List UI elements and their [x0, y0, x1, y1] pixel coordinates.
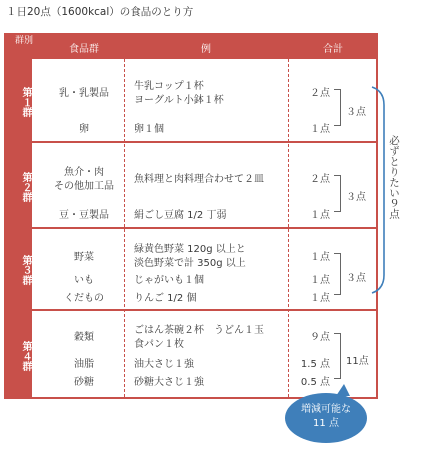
points: １点: [310, 293, 330, 304]
example-milk-1: 牛乳コップ１杯: [134, 81, 204, 92]
header-group: 群別: [14, 36, 33, 46]
food-beans: 豆・豆製品: [59, 210, 109, 221]
points: ９点: [310, 332, 330, 343]
points: １点: [310, 252, 330, 263]
example-milk-2: ヨーグルト小鉢１杯: [134, 95, 224, 106]
example-fish-meat: 魚料理と肉料理合わせて２皿: [134, 174, 264, 185]
row-divider: [4, 309, 378, 311]
header-total: 合計: [323, 44, 343, 55]
bracket: [340, 175, 341, 212]
adjustable-bubble: [285, 393, 367, 443]
example-vegetables-1: 緑黄色野菜 120g 以上と: [134, 244, 246, 255]
bubble-line-1: 増減可能な: [301, 404, 351, 415]
points: ２点: [310, 88, 330, 99]
points: ２点: [310, 174, 330, 185]
bracket: [334, 294, 340, 295]
header-food-group: 食品群: [69, 44, 99, 55]
food-fish-meat-2: その他加工品: [54, 181, 114, 192]
bracket: [334, 378, 340, 379]
food-grains: 穀類: [74, 332, 94, 343]
example-oil: 油大さじ１強: [134, 359, 194, 370]
points: １点: [310, 210, 330, 221]
food-sugar: 砂糖: [74, 377, 94, 388]
subtotal: ３点: [346, 107, 366, 118]
food-oil: 油脂: [74, 359, 94, 370]
bracket: [334, 211, 340, 212]
group-label-1: 第１群: [4, 82, 32, 122]
example-sugar: 砂糖大さじ１強: [134, 377, 204, 388]
subtotal: ３点: [346, 273, 366, 284]
points: 1.5 点: [300, 359, 330, 370]
example-beans: 絹ごし豆腐 1/2 丁弱: [134, 210, 227, 221]
food-potato: いも: [74, 275, 94, 286]
column-divider: [124, 59, 125, 397]
points: １点: [310, 124, 330, 135]
row-divider: [4, 227, 378, 229]
row-divider: [4, 141, 378, 143]
column-divider: [288, 59, 289, 397]
example-grains-2: 食パン１枚: [134, 339, 184, 350]
points: 0.5 点: [300, 377, 330, 388]
example-potato: じゃがいも１個: [134, 275, 204, 286]
header-example: 例: [201, 44, 211, 55]
side-note: 必ずとりたい９点: [388, 135, 400, 219]
bracket: [340, 89, 341, 126]
group-label-3: 第３群: [4, 250, 32, 290]
food-egg: 卵: [79, 124, 89, 135]
points: １点: [310, 275, 330, 286]
subtotal: ３点: [346, 192, 366, 203]
example-fruit: りんご 1/2 個: [134, 293, 197, 304]
food-fruit: くだもの: [64, 293, 104, 304]
group-label-4: 第４群: [4, 336, 32, 376]
page-title: １日20点（1600kcal）の食品のとり方: [6, 6, 194, 18]
food-vegetables: 野菜: [74, 252, 94, 263]
food-fish-meat-1: 魚介・肉: [64, 167, 104, 178]
food-milk: 乳・乳製品: [59, 88, 109, 99]
group-label-2: 第２群: [4, 167, 32, 207]
bracket: [340, 253, 341, 295]
example-vegetables-2: 淡色野菜で計 350g 以上: [134, 258, 246, 269]
bracket: [340, 333, 341, 379]
example-egg: 卵１個: [134, 124, 164, 135]
subtotal: 11点: [346, 356, 369, 367]
example-grains-1: ごはん茶碗２杯 うどん１玉: [134, 325, 264, 336]
bracket: [334, 125, 340, 126]
bubble-line-2: 11 点: [313, 418, 339, 429]
